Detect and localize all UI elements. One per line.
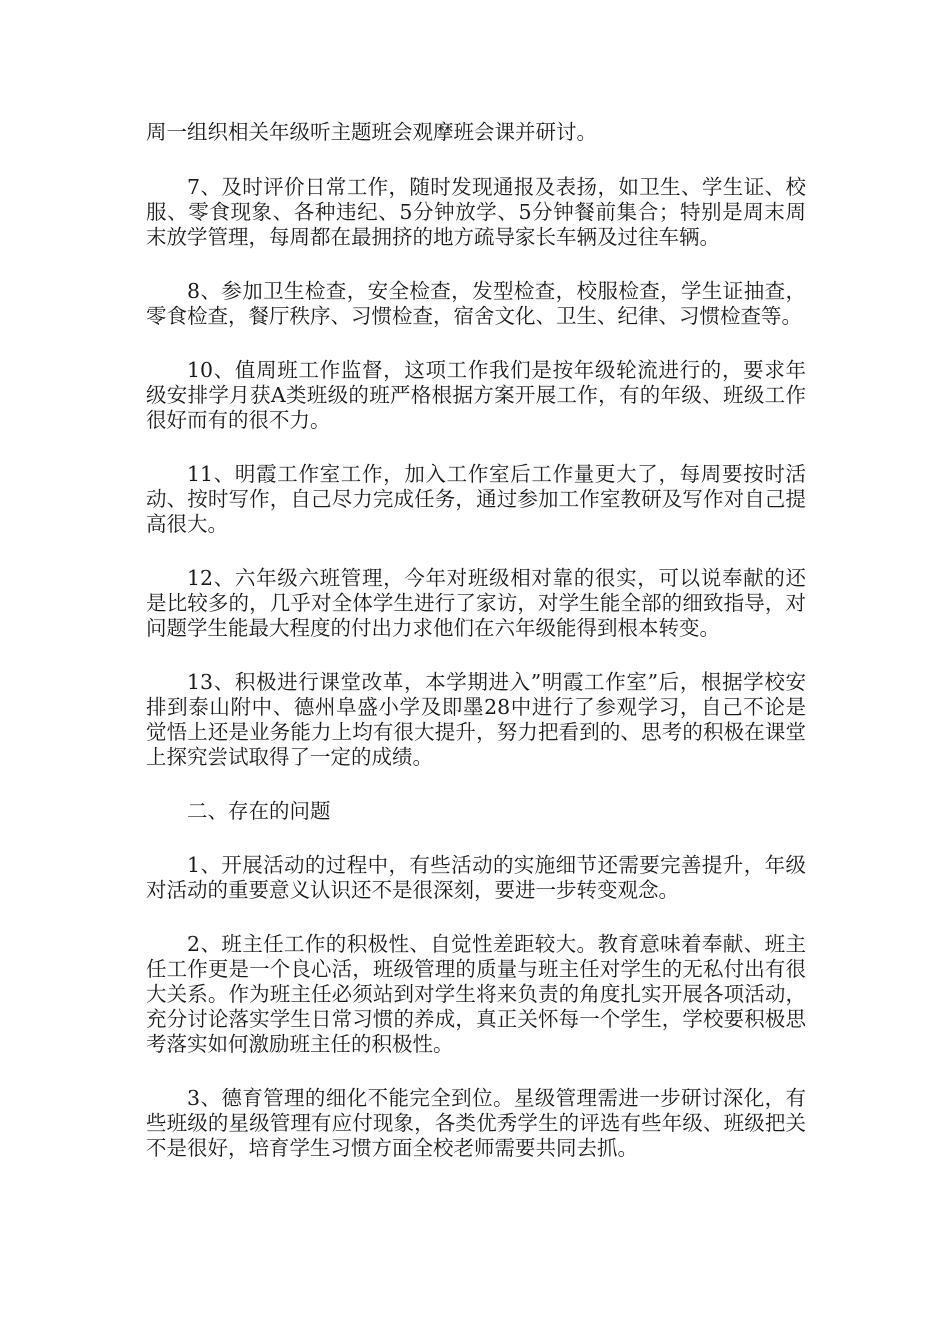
- paragraph-problem-3: 3、德育管理的细化不能完全到位。星级管理需进一步研讨深化，有些班级的星级管理有应付现象，各类优秀学生的评选有些年级、班级把关不是很好，培育学生习惯方面全校老师需要共同去抓。: [146, 1086, 806, 1160]
- paragraph-item-7: 7、及时评价日常工作，随时发现通报及表扬，如卫生、学生证、校服、零食现象、各种违纪、5分钟放学、5分钟餐前集合；特别是周末周末放学管理，每周都在最拥挤的地方疏导家长车辆及过往车辆。: [146, 175, 806, 249]
- paragraph-item-12: 12、六年级六班管理，今年对班级相对靠的很实，可以说奉献的还是比较多的，几乎对全体学生进行了家访，对学生能全部的细致指导，对问题学生能最大程度的付出力求他们在六年级能得到根本转变。: [146, 566, 806, 640]
- paragraph-item-13: 13、积极进行课堂改革，本学期进入”明霞工作室”后，根据学校安排到泰山附中、德州阜盛小学及即墨28中进行了参观学习，自己不论是觉悟上还是业务能力上均有很大提升，努力把看到的、思考的积极在课堂上探究尝试取得了一定的成绩。: [146, 670, 806, 769]
- paragraph-problem-2: 2、班主任工作的积极性、自觉性差距较大。教育意味着奉献、班主任工作更是一个良心活，班级管理的质量与班主任对学生的无私付出有很大关系。作为班主任必须站到对学生将来负责的角度扎实开展各项活动，充分讨论落实学生日常习惯的养成，真正关怀每一个学生，学校要积极思考落实如何激励班主任的积极性。: [146, 932, 806, 1056]
- paragraph-item-10: 10、值周班工作监督，这项工作我们是按年级轮流进行的，要求年级安排学月获A类班级的班严格根据方案开展工作，有的年级、班级工作很好而有的很不力。: [146, 358, 806, 432]
- paragraph-continued: 周一组织相关年级听主题班会观摩班会课并研讨。: [146, 120, 597, 144]
- document-body: [146, 120, 806, 1190]
- section-heading-problems: 二、存在的问题: [187, 799, 331, 823]
- paragraph-item-11: 11、明霞工作室工作，加入工作室后工作量更大了，每周要按时活动、按时写作，自己尽力完成任务，通过参加工作室教研及写作对自己提高很大。: [146, 462, 806, 536]
- paragraph-problem-1: 1、开展活动的过程中，有些活动的实施细节还需要完善提升，年级对活动的重要意义认识还不是很深刻，要进一步转变观念。: [146, 853, 806, 902]
- paragraph-item-8: 8、参加卫生检查，安全检查，发型检查，校服检查，学生证抽查，零食检查，餐厅秩序、习惯检查，宿舍文化、卫生、纪律、习惯检查等。: [146, 279, 806, 328]
